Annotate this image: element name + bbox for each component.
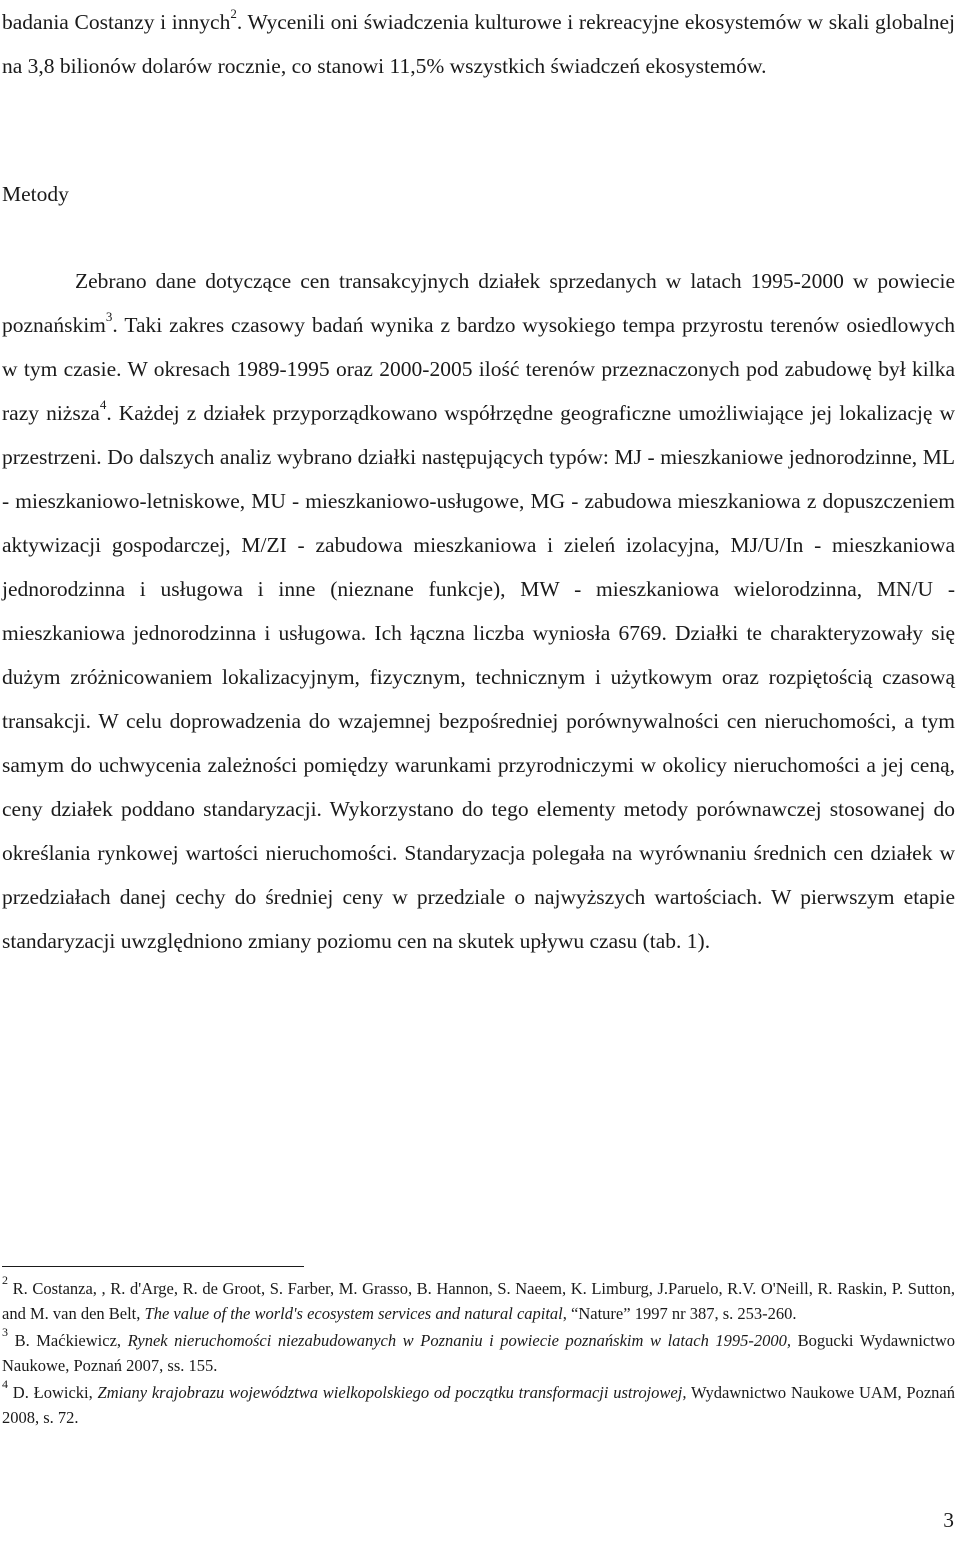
footnote-text: D. Łowicki,: [8, 1383, 98, 1402]
footnote-4: [2, 1376, 955, 1430]
footnote-text: B. Maćkiewicz,: [8, 1331, 128, 1350]
footnote-title: Zmiany krajobrazu województwa wielkopolskiego od początku transformacji ustrojowej,: [97, 1383, 687, 1402]
footnote-text: Wydawnictwo Naukowe UAM, Poznań 2008, s. 72.: [2, 1383, 955, 1427]
footnote-number: 2: [2, 1272, 8, 1287]
footnote-ref-4[interactable]: 4: [99, 396, 107, 412]
footnote-3: [2, 1324, 955, 1378]
paragraph-text: Zebrano dane dotyczące cen transakcyjnych działek sprzedanych w latach 1995-2000 w powiecie poznańskim: [2, 269, 955, 337]
paragraph-intro-continuation: [2, 0, 955, 88]
footnote-ref-2[interactable]: 2: [230, 5, 237, 21]
paragraph-methods: [2, 259, 955, 963]
footnote-text: R. Costanza, , R. d'Arge, R. de Groot, S. Farber, M. Grasso, B. Hannon, S. Naeem, K. Limburg, J.Paruelo, R.V. O'Neill, R. Raskin, P. Sutton, and M. van den Belt,: [2, 1279, 955, 1323]
section-heading: Metody: [2, 182, 69, 206]
paragraph-text: . Wycenili oni świadczenia kulturowe i rekreacyjne ekosystemów w skali globalnej na 3,8 bilionów dolarów rocznie, co stanowi 11,5% wszystkich świadczeń ekosystemów.: [2, 10, 955, 78]
paragraph-text: . Taki zakres czasowy badań wynika z bardzo wysokiego tempa przyrostu terenów osiedlowych w tym czasie. W okresach 1989-1995 oraz 2000-2005 ilość terenów przeznaczonych pod zabudowę był kilka razy niższa: [2, 313, 955, 425]
footnote-text: Bogucki Wydawnictwo Naukowe, Poznań 2007, ss. 155.: [2, 1331, 955, 1375]
paragraph-text: . Każdej z działek przyporządkowano współrzędne geograficzne umożliwiające jej lokalizację w przestrzeni. Do dalszych analiz wybrano działki następujących typów: MJ - mieszkaniowe jednorodzinne, ML - mieszkaniowo-letniskowe, MU - mieszkaniowo-usługowe, MG - zabudowa mieszkaniowa z dopuszczeniem aktywizacji gospodarczej, M/ZI - zabudowa mieszkaniowa i zieleń izolacyjna, MJ/U/In - mieszkaniowa jednorodzinna i usługowa i inne (nieznane funkcje), MW - mieszkaniowa wielorodzinna, MN/U - mieszkaniowa jednorodzinna i usługowa. Ich łączna liczba wyniosła 6769. Działki te charakteryzowały się dużym zróżnicowaniem lokalizacyjnym, fizycznym, technicznym i użytkowym oraz rozpiętością czasową transakcji. W celu doprowadzenia do wzajemnej bezpośredniej porównywalności cen nieruchomości, a tym samym do uchwycenia zależności pomiędzy warunkami przyrodniczymi w okolicy nieruchomości a jej ceną, ceny działek poddano standaryzacji. Wykorzystano do tego elementy metody porównawczej stosowanej do określania rynkowej wartości nieruchomości. Standaryzacja polegała na wyrównaniu średnich cen działek w przedziałach danej cechy do średniej ceny w przedziale o najwyższych wartościach. W pierwszym etapie standaryzacji uwzględniono zmiany poziomu cen na skutek upływu czasu (tab. 1).: [2, 401, 956, 953]
footnote-ref-3[interactable]: 3: [105, 308, 113, 324]
footnote-title: The value of the world's ecosystem services and natural capital: [144, 1304, 563, 1323]
footnotes: [2, 1272, 955, 1432]
footnote-2: [2, 1272, 955, 1326]
paragraph-text: badania Costanzy i innych: [2, 10, 231, 34]
footnote-number: 4: [2, 1376, 8, 1391]
page-number: 3: [943, 1508, 954, 1532]
footnote-separator: [2, 1266, 304, 1267]
footnote-title: Rynek nieruchomości niezabudowanych w Poznaniu i powiecie poznańskim w latach 1995-2000,: [127, 1331, 792, 1350]
footnote-text: , “Nature” 1997 nr 387, s. 253-260.: [562, 1304, 797, 1323]
footnote-number: 3: [2, 1324, 8, 1339]
